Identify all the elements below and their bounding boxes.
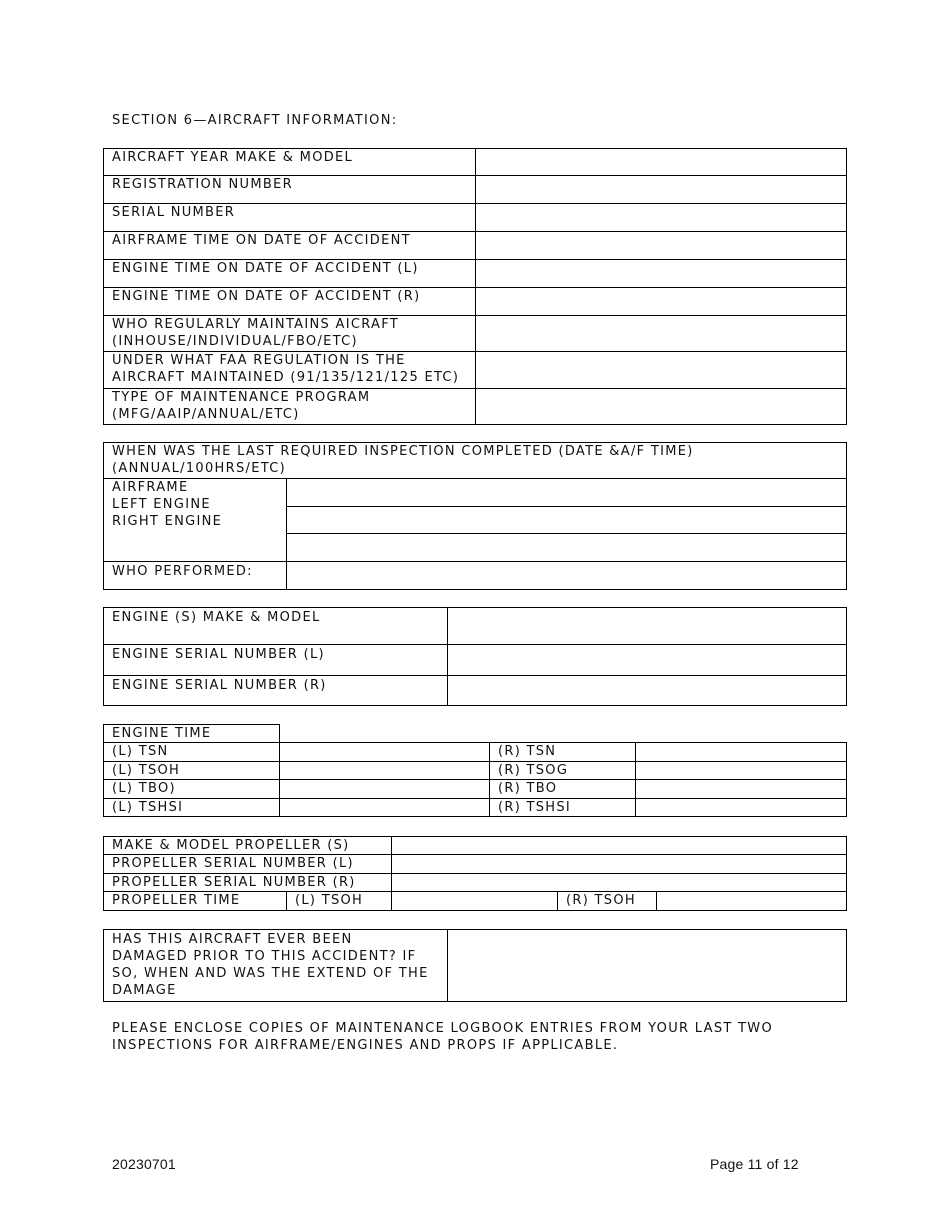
maintenance-program-field[interactable] <box>476 389 847 425</box>
engine-time-r-field[interactable] <box>476 288 847 316</box>
page-number: Page 11 of 12 <box>710 1156 799 1172</box>
engine-serial-l-field[interactable] <box>448 645 847 676</box>
damage-question-label: HAS THIS AIRCRAFT EVER BEEN DAMAGED PRIOR TO THIS ACCIDENT? IF SO, WHEN AND WAS THE EXTEND OF THE DAMAGE <box>104 930 448 1002</box>
propeller-r-tsoh-label: (R) TSOH <box>558 892 657 911</box>
right-engine-inspection-field[interactable] <box>287 534 847 562</box>
l-tsoh-label: (L) TSOH <box>104 762 280 780</box>
r-tsog-field[interactable] <box>636 762 847 780</box>
r-tbo-label: (R) TBO <box>490 780 636 799</box>
r-tsn-field[interactable] <box>636 743 847 762</box>
propeller-table <box>103 836 847 911</box>
left-engine-inspection-field[interactable] <box>287 507 847 534</box>
airframe-inspection-field[interactable] <box>287 479 847 507</box>
propeller-r-tsoh-field[interactable] <box>657 892 847 911</box>
l-tsn-label: (L) TSN <box>104 743 280 762</box>
who-maintains-field[interactable] <box>476 316 847 352</box>
inspection-header: WHEN WAS THE LAST REQUIRED INSPECTION COMPLETED (DATE &A/F TIME) (ANNUAL/100HRS/ETC) <box>104 443 847 479</box>
propeller-l-tsoh-field[interactable] <box>392 892 558 911</box>
r-tbo-field[interactable] <box>636 780 847 799</box>
aircraft-info-table <box>103 148 847 425</box>
airframe-time-label: AIRFRAME TIME ON DATE OF ACCIDENT <box>104 232 476 260</box>
aircraft-year-make-model-label: AIRCRAFT YEAR MAKE & MODEL <box>104 149 476 176</box>
serial-number-field[interactable] <box>476 204 847 232</box>
inspection-table <box>103 442 847 590</box>
propeller-l-tsoh-label: (L) TSOH <box>287 892 392 911</box>
engine-time-header: ENGINE TIME <box>104 725 280 743</box>
serial-number-label: SERIAL NUMBER <box>104 204 476 232</box>
l-tsoh-field[interactable] <box>280 762 490 780</box>
l-tshsi-label: (L) TSHSI <box>104 799 280 817</box>
l-tshsi-field[interactable] <box>280 799 490 817</box>
propeller-serial-l-field[interactable] <box>392 855 847 874</box>
engine-time-r-label: ENGINE TIME ON DATE OF ACCIDENT (R) <box>104 288 476 316</box>
r-tsog-label: (R) TSOG <box>490 762 636 780</box>
propeller-serial-l-label: PROPELLER SERIAL NUMBER (L) <box>104 855 392 874</box>
section-title: SECTION 6—AIRCRAFT INFORMATION: <box>112 113 398 128</box>
engine-serial-r-label: ENGINE SERIAL NUMBER (R) <box>104 676 448 706</box>
damage-answer-field[interactable] <box>448 930 847 1002</box>
engine-serial-r-field[interactable] <box>448 676 847 706</box>
who-maintains-label: WHO REGULARLY MAINTAINS AICRAFT (INHOUSE/INDIVIDUAL/FBO/ETC) <box>104 316 476 352</box>
propeller-time-label: PROPELLER TIME <box>104 892 287 911</box>
l-tbo-field[interactable] <box>280 780 490 799</box>
registration-number-field[interactable] <box>476 176 847 204</box>
inspection-components-label: AIRFRAME LEFT ENGINE RIGHT ENGINE <box>104 479 287 562</box>
engine-time-l-label: ENGINE TIME ON DATE OF ACCIDENT (L) <box>104 260 476 288</box>
propeller-make-model-field[interactable] <box>392 837 847 855</box>
document-code: 20230701 <box>112 1156 176 1172</box>
l-tbo-label: (L) TBO) <box>104 780 280 799</box>
maintenance-program-label: TYPE OF MAINTENANCE PROGRAM (MFG/AAIP/ANNUAL/ETC) <box>104 389 476 425</box>
damage-table <box>103 929 847 1002</box>
l-tsn-field[interactable] <box>280 743 490 762</box>
r-tshsi-field[interactable] <box>636 799 847 817</box>
enclose-copies-note: PLEASE ENCLOSE COPIES OF MAINTENANCE LOGBOOK ENTRIES FROM YOUR LAST TWO INSPECTIONS FOR AIRFRAME/ENGINES AND PROPS IF APPLICABLE. <box>112 1021 773 1053</box>
r-tshsi-label: (R) TSHSI <box>490 799 636 817</box>
faa-regulation-label: UNDER WHAT FAA REGULATION IS THE AIRCRAFT MAINTAINED (91/135/121/125 ETC) <box>104 352 476 389</box>
engine-make-model-field[interactable] <box>448 608 847 645</box>
propeller-serial-r-label: PROPELLER SERIAL NUMBER (R) <box>104 874 392 892</box>
faa-regulation-field[interactable] <box>476 352 847 389</box>
engine-make-model-label: ENGINE (S) MAKE & MODEL <box>104 608 448 645</box>
propeller-make-model-label: MAKE & MODEL PROPELLER (S) <box>104 837 392 855</box>
registration-number-label: REGISTRATION NUMBER <box>104 176 476 204</box>
propeller-serial-r-field[interactable] <box>392 874 847 892</box>
engine-serial-l-label: ENGINE SERIAL NUMBER (L) <box>104 645 448 676</box>
engine-time-table <box>103 724 847 817</box>
engine-time-l-field[interactable] <box>476 260 847 288</box>
who-performed-label: WHO PERFORMED: <box>104 562 287 590</box>
who-performed-field[interactable] <box>287 562 847 590</box>
r-tsn-label: (R) TSN <box>490 743 636 762</box>
airframe-time-field[interactable] <box>476 232 847 260</box>
aircraft-year-make-model-field[interactable] <box>476 149 847 176</box>
engine-info-table <box>103 607 847 706</box>
